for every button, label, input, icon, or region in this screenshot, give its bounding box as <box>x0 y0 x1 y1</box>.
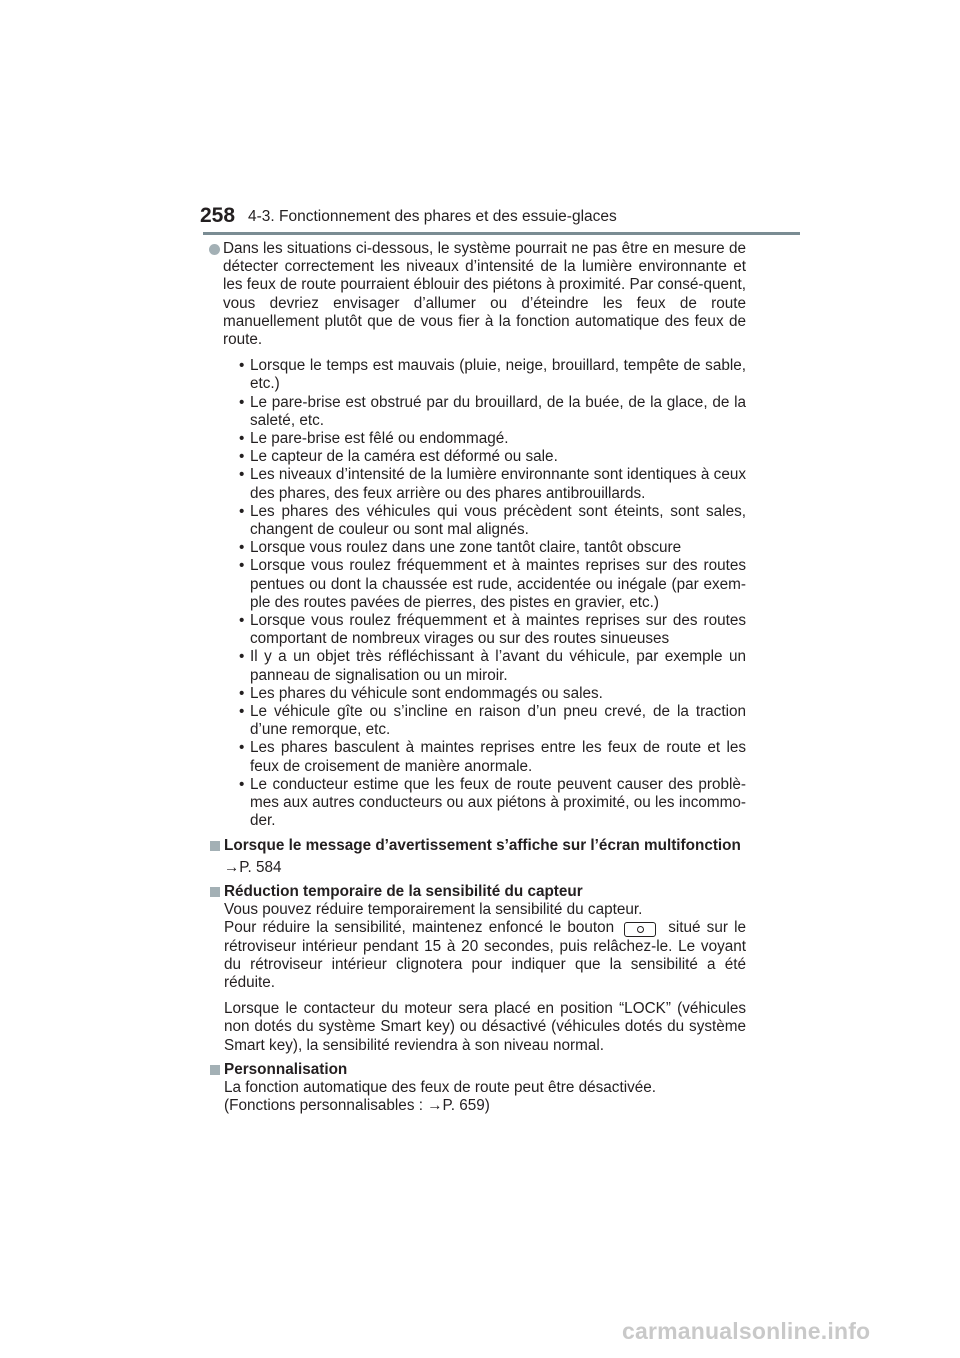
bullet-glyph: • <box>239 648 245 666</box>
list-item-text: Les phares du véhicule sont endommagés ou sales. <box>250 684 603 702</box>
section-heading <box>209 1061 746 1079</box>
square-bullet-icon <box>210 841 220 851</box>
list-item <box>239 685 746 703</box>
bullet-glyph: • <box>239 539 245 557</box>
square-bullet-icon <box>210 887 220 897</box>
list-item-text: Les phares des véhicules qui vous précèdent sont éteints, sont sales, changent de couleur ou sont mal alignés. <box>250 502 746 539</box>
bullet-glyph: • <box>239 703 245 721</box>
list-item-text: Lorsque le temps est mauvais (pluie, neige, brouillard, tempête de sable, etc.) <box>250 357 746 393</box>
list-item <box>239 557 746 612</box>
sensitivity-line-2a: Pour réduire la sensibilité, maintenez enfoncé le bouton <box>224 919 615 937</box>
list-item-text: Le véhicule gîte ou s’incline en raison d’un pneu crevé, de la traction d’une remorque, etc. <box>250 703 746 739</box>
list-item <box>239 448 746 466</box>
sensitivity-reset-note: Lorsque le contacteur du moteur sera placé en position “LOCK” (véhicules non dotés du système Smart key) ou désactivé (véhicules dotés du système Smart key), la sensibilité reviendra à son niveau normal. <box>224 1000 746 1054</box>
list-item <box>239 357 746 393</box>
list-item-text: Il y a un objet très réfléchissant à l’avant du véhicule, par exemple un panneau de signalisation ou un miroir. <box>250 648 746 684</box>
header-rule <box>203 232 800 235</box>
bullet-glyph: • <box>239 430 245 448</box>
section-heading-text: Réduction temporaire de la sensibilité du capteur <box>224 882 583 900</box>
list-item <box>239 739 746 775</box>
bullet-glyph: • <box>239 502 245 520</box>
section-sensor-sensitivity <box>209 883 746 1055</box>
section-heading-text: Lorsque le message d’avertissement s’affiche sur l’écran multifonction <box>224 836 741 854</box>
list-item <box>239 394 746 430</box>
list-item-text: Le pare-brise est fêlé ou endommagé. <box>250 430 509 448</box>
list-item-text: Lorsque vous roulez fréquemment et à maintes reprises sur des routes pentues ou dont la chaussée est rude, accidentée ou inégale (par exem-ple des routes pavées de pierres, des pistes en gravier, etc.) <box>250 557 746 611</box>
bullet-glyph: • <box>239 739 245 757</box>
bullet-glyph: • <box>239 357 245 375</box>
list-item <box>239 703 746 739</box>
sensitivity-line-1: Vous pouvez réduire temporairement la sensibilité du capteur. <box>224 901 643 919</box>
sensitivity-instructions <box>224 901 746 992</box>
section-heading-text: Personnalisation <box>224 1060 348 1078</box>
list-item-text: Le capteur de la caméra est déformé ou sale. <box>250 448 558 466</box>
bullet-glyph: • <box>239 775 245 793</box>
list-item-text: Les niveaux d’intensité de la lumière environnante sont identiques à ceux des phares, des feux arrière ou des phares antibrouillards. <box>250 466 746 502</box>
intro-text: Dans les situations ci-dessous, le système pourrait ne pas être en mesure de détecter correctement les niveaux d’intensité de la lumière environnante et les feux de route pourraient éblouir des piétons à proximité. Par consé-quent, vous devriez envisager d’allumer ou d’éteindre les feux de route manuellement plutôt que de vous fier à la fonction automatique des feux de route. <box>223 240 746 349</box>
page-reference: →P. 584 <box>224 858 282 876</box>
sensor-button-icon <box>624 922 656 937</box>
circle-bullet-icon <box>209 244 220 255</box>
list-item-text: Les phares basculent à maintes reprises entre les feux de route et les feux de croisement de manière anormale. <box>250 739 746 775</box>
list-item-text: Lorsque vous roulez dans une zone tantôt claire, tantôt obscure <box>250 539 682 557</box>
situation-list <box>209 357 746 830</box>
list-item <box>239 466 746 502</box>
bullet-glyph: • <box>239 393 245 411</box>
list-item-text: Le conducteur estime que les feux de route peuvent causer des problè-mes aux autres conducteurs ou aux piétons à proximité, ou les incommo-der. <box>250 775 746 830</box>
list-item <box>239 430 746 448</box>
bullet-glyph: • <box>239 448 245 466</box>
intro-paragraph <box>209 240 746 349</box>
section-body <box>209 901 746 1055</box>
list-item <box>239 612 746 648</box>
bullet-glyph: • <box>239 684 245 702</box>
section-title: 4-3. Fonctionnement des phares et des essuie-glaces <box>248 208 617 225</box>
square-bullet-icon <box>210 1065 220 1075</box>
list-item-text: Lorsque vous roulez fréquemment et à maintes reprises sur des routes comportant de nombreux virages ou sur des routes sinueuses <box>250 612 746 648</box>
list-item <box>239 503 746 539</box>
bullet-glyph: • <box>239 557 245 575</box>
list-item <box>239 776 746 831</box>
list-item <box>239 648 746 684</box>
bullet-glyph: • <box>239 612 245 630</box>
list-item <box>239 539 746 557</box>
bullet-glyph: • <box>239 466 245 484</box>
section-body <box>209 1079 746 1115</box>
section-heading <box>209 837 746 855</box>
page-content <box>209 240 746 1115</box>
section-personalisation <box>209 1061 746 1116</box>
page-number: 258 <box>200 204 236 227</box>
personalisation-line-2: (Fonctions personnalisables : →P. 659) <box>224 1097 490 1115</box>
watermark: carmanualsonline.info <box>622 1318 871 1344</box>
section-warning-message <box>209 837 746 877</box>
section-heading <box>209 883 746 901</box>
personalisation-line-1: La fonction automatique des feux de route peut être désactivée. <box>224 1078 657 1096</box>
sensitivity-line-2b: situé sur le rétroviseur intérieur pendant 15 à 20 secondes, puis relâchez-le. Le voyant du rétroviseur intérieur clignotera pour indiquer que la sensibilité a été réduite. <box>224 919 747 991</box>
list-item-text: Le pare-brise est obstrué par du brouillard, de la buée, de la glace, de la saleté, etc. <box>250 393 746 429</box>
